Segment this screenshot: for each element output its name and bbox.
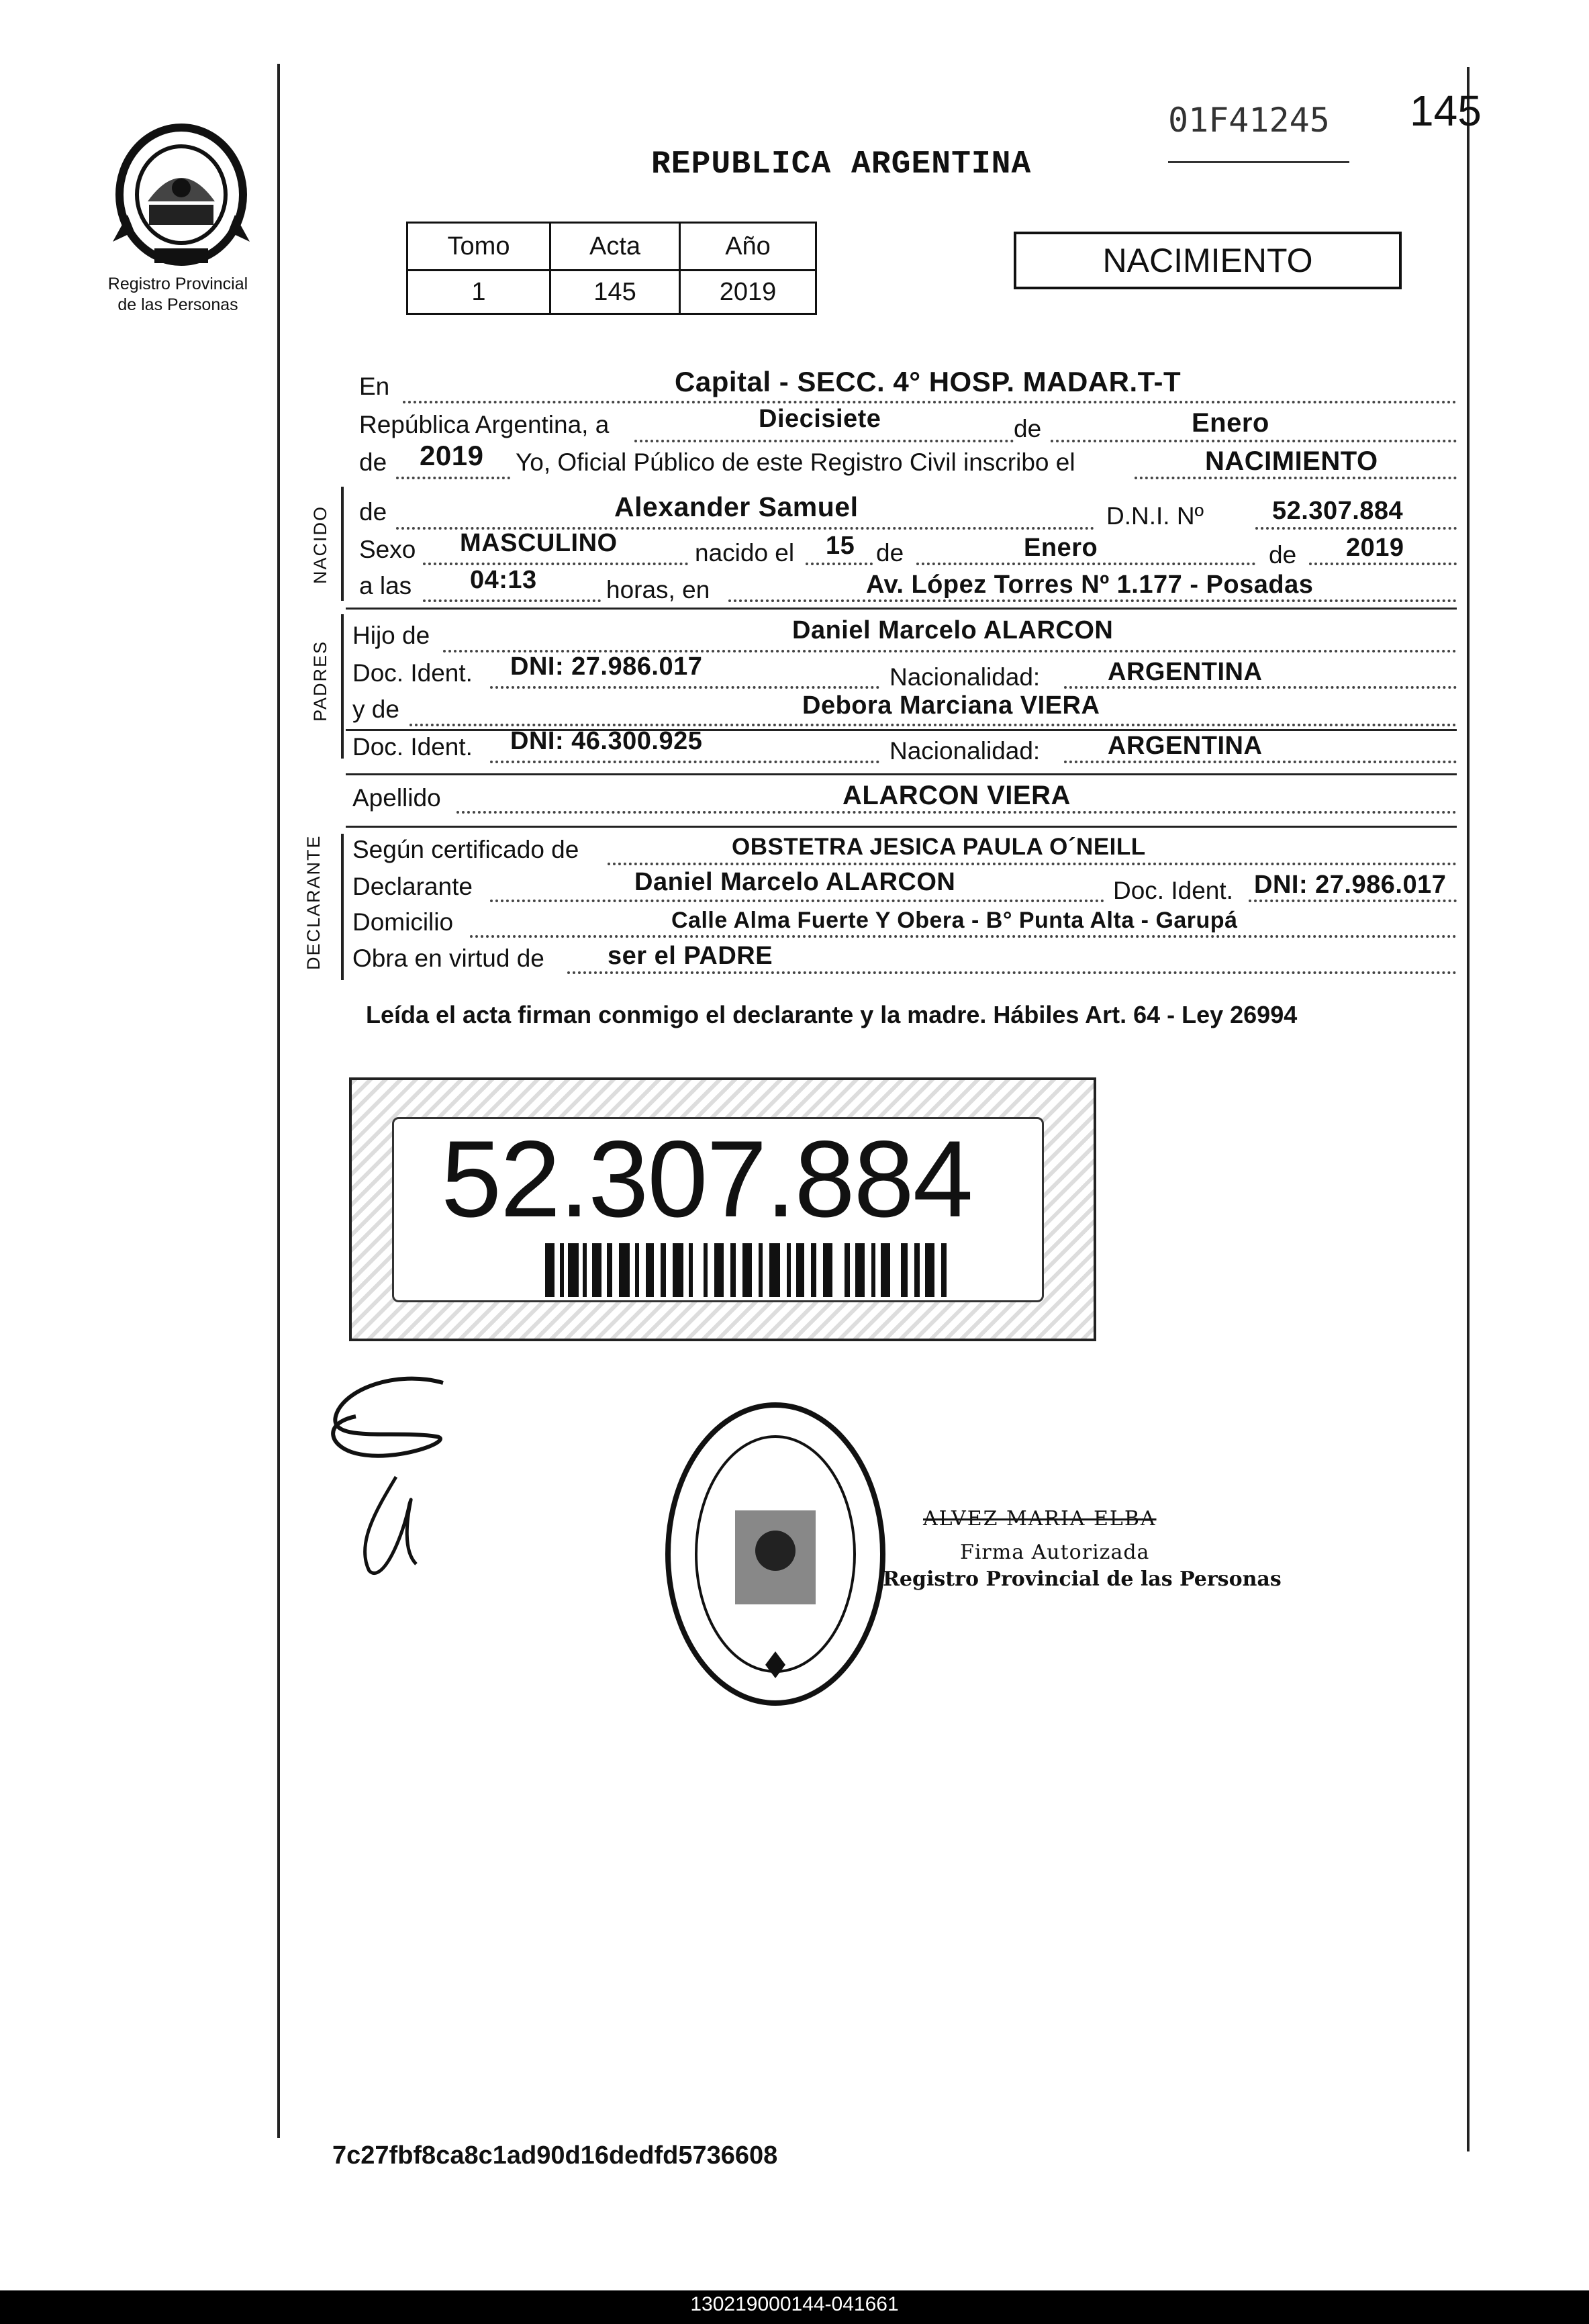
father-nationality: ARGENTINA — [1108, 658, 1263, 686]
dotted-line — [1135, 477, 1457, 479]
birth-year: 2019 — [1346, 534, 1404, 562]
dotted-line — [1051, 440, 1457, 442]
nacionalidad-label: Nacionalidad: — [889, 663, 1041, 691]
logo-caption-line2: de las Personas — [117, 295, 238, 314]
dotted-line — [490, 900, 1104, 902]
logo-caption-line1: Registro Provincial — [107, 275, 248, 293]
serial-underline — [1168, 161, 1349, 163]
mother-name: Debora Marciana VIERA — [802, 691, 1100, 720]
dotted-line — [490, 761, 879, 763]
republica-label: República Argentina, a — [359, 411, 610, 438]
section-separator — [346, 773, 1457, 775]
dotted-line — [403, 401, 1457, 403]
sexo-label: Sexo — [359, 536, 416, 563]
child-name: Alexander Samuel — [614, 491, 859, 522]
sexo-value: MASCULINO — [460, 529, 618, 557]
apellido-value: ALARCON VIERA — [842, 781, 1071, 810]
authority-office: Registro Provincial de las Personas — [883, 1567, 1282, 1591]
domicilio-value: Calle Alma Fuerte Y Obera - B° Punta Alta - Garupá — [671, 908, 1238, 933]
section-label-declarante: DECLARANTE — [303, 834, 324, 970]
de-label: de — [876, 539, 904, 567]
dni-sticker — [349, 1077, 1096, 1341]
anio-value: 2019 — [680, 271, 816, 314]
nacionalidad-label: Nacionalidad: — [889, 737, 1041, 765]
child-dni: 52.307.884 — [1272, 497, 1404, 525]
alas-label: a las — [359, 572, 412, 599]
tomo-header: Tomo — [407, 223, 550, 271]
de-label: de — [359, 448, 387, 476]
domicilio-label: Domicilio — [352, 908, 454, 936]
act-value: NACIMIENTO — [1205, 446, 1378, 476]
dotted-line — [634, 440, 1014, 442]
dotted-line — [490, 686, 879, 689]
dni-sticker-number: 52.307.884 — [441, 1118, 972, 1240]
section-label-padres: PADRES — [310, 640, 330, 722]
section-bracket-padres — [341, 614, 344, 759]
section-label-nacido: NACIDO — [310, 505, 330, 584]
birth-day: 15 — [826, 532, 855, 560]
dotted-line — [410, 724, 1457, 726]
father-name: Daniel Marcelo ALARCON — [792, 616, 1114, 644]
dotted-line — [608, 863, 1457, 865]
mother-doc: DNI: 46.300.925 — [510, 727, 703, 755]
dotted-line — [1255, 527, 1457, 530]
dni-sticker-inner — [392, 1117, 1044, 1302]
certificado-value: OBSTETRA JESICA PAULA O´NEILL — [732, 834, 1146, 860]
tomo-value: 1 — [407, 271, 550, 314]
section-bracket-declarante — [341, 834, 344, 980]
authority-name: ALVEZ MARIA ELBA — [923, 1507, 1157, 1531]
horas-label: horas, en — [606, 576, 710, 603]
tomo-acta-anio-table — [406, 222, 817, 315]
dotted-line — [1309, 563, 1457, 565]
registry-logo — [81, 114, 275, 316]
registry-seal — [661, 1396, 889, 1712]
hijo-label: Hijo de — [352, 622, 430, 649]
section-bracket-nacido — [341, 487, 344, 601]
dotted-line — [456, 811, 1457, 814]
obra-label: Obra en virtud de — [352, 945, 544, 972]
nacido-label: nacido el — [695, 539, 795, 567]
footer-code: 130219000144-041661 — [690, 2293, 899, 2315]
dotted-line — [916, 563, 1255, 565]
year-value: 2019 — [420, 440, 484, 471]
left-margin-line — [277, 64, 280, 2138]
legal-text: Leída el acta firman conmigo el declarante y la madre. Hábiles Art. 64 - Ley 26994 — [366, 1001, 1298, 1028]
birth-month: Enero — [1024, 534, 1098, 562]
declarante-name: Daniel Marcelo ALARCON — [634, 868, 956, 896]
doc-label: Doc. Ident. — [352, 659, 473, 687]
birth-place: Av. López Torres Nº 1.177 - Posadas — [866, 571, 1314, 599]
dotted-line — [396, 477, 510, 479]
birth-time: 04:13 — [470, 566, 537, 594]
de-label: de — [359, 498, 387, 526]
apellido-label: Apellido — [352, 784, 441, 812]
officer-text: Yo, Oficial Público de este Registro Civil inscribo el — [516, 448, 1075, 476]
document-hash: 7c27fbf8ca8c1ad90d16dedfd5736608 — [332, 2141, 778, 2170]
dotted-line — [423, 563, 688, 565]
dotted-line — [728, 599, 1457, 602]
yde-label: y de — [352, 695, 399, 723]
month-value: Enero — [1192, 408, 1269, 438]
obra-value: ser el PADRE — [608, 942, 773, 970]
right-margin-line — [1467, 67, 1470, 2151]
acta-header: Acta — [550, 223, 680, 271]
en-label: En — [359, 373, 390, 400]
de-label: de — [1269, 541, 1297, 569]
mother-nationality: ARGENTINA — [1108, 732, 1263, 760]
de-label: de — [1014, 415, 1042, 442]
barcode-icon — [545, 1243, 961, 1297]
doc-label: Doc. Ident. — [352, 733, 473, 761]
authority-role: Firma Autorizada — [960, 1541, 1150, 1564]
acta-value: 145 — [550, 271, 680, 314]
dotted-line — [567, 971, 1457, 974]
place-value: Capital - SECC. 4° HOSP. MADAR.T-T — [675, 366, 1182, 397]
anio-header: Año — [680, 223, 816, 271]
serial-number: 01F41245 — [1168, 101, 1330, 140]
act-type-box: NACIMIENTO — [1014, 232, 1402, 289]
section-separator — [346, 826, 1457, 828]
day-value: Diecisiete — [759, 405, 881, 433]
dni-label: D.N.I. Nº — [1106, 502, 1204, 530]
dotted-line — [1249, 900, 1457, 902]
declarante-doc: DNI: 27.986.017 — [1254, 871, 1447, 899]
father-doc: DNI: 27.986.017 — [510, 652, 703, 681]
dotted-line — [470, 935, 1457, 938]
misiones-shield-icon — [107, 114, 255, 269]
dotted-line — [806, 563, 873, 565]
dotted-line — [423, 599, 601, 602]
declarant-signature — [316, 1369, 470, 1584]
page-number: 145 — [1410, 87, 1482, 135]
doc-label: Doc. Ident. — [1113, 877, 1233, 904]
declarante-label: Declarante — [352, 873, 473, 900]
section-separator — [346, 608, 1457, 610]
dotted-line — [1064, 761, 1457, 763]
document-title: REPUBLICA ARGENTINA — [651, 146, 1032, 183]
certificado-label: Según certificado de — [352, 836, 579, 863]
